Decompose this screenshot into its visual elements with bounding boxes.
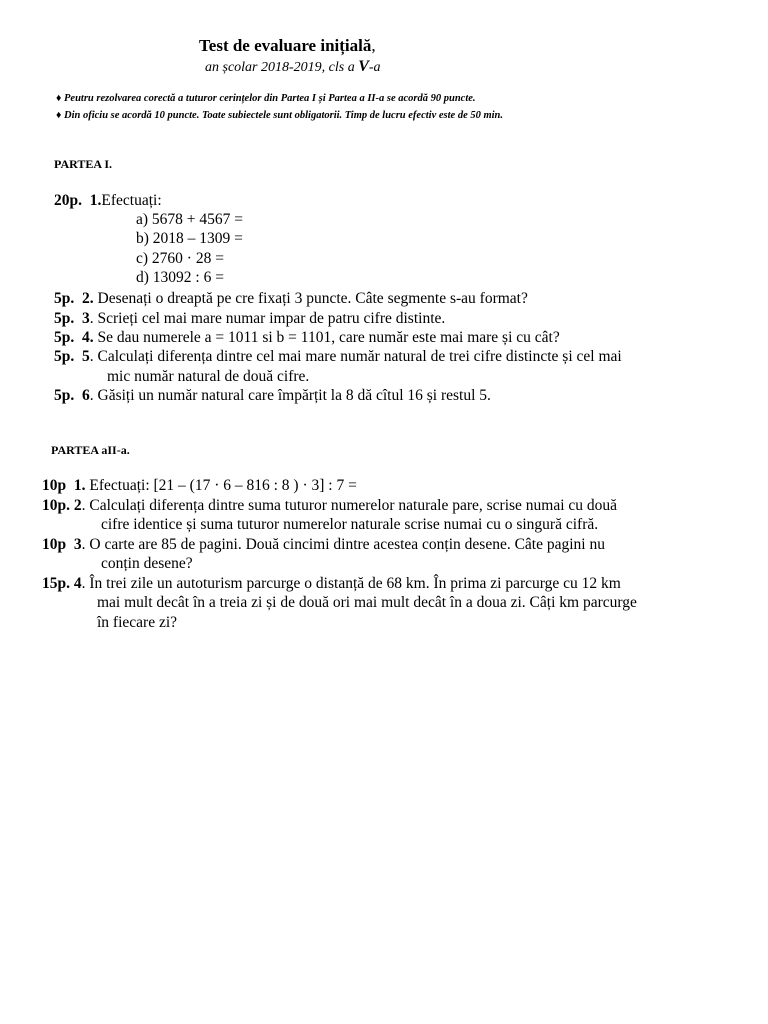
part1-question-6: 5p. 6. Găsiți un număr natural care împărțit la 8 dă cîtul 16 și restul 5. bbox=[54, 387, 491, 404]
exercise-item: d) 13092 : 6 = bbox=[136, 269, 224, 286]
bullet-icon: ♦ bbox=[56, 110, 62, 121]
question-number: 1. bbox=[89, 192, 102, 209]
part1-question-3: 5p. 3. Scrieți cel mai mare numar impar de patru cifre distinte. bbox=[54, 310, 446, 327]
part1-question-4: 5p. 4. Se dau numerele a = 1011 si b = 1101, care număr este mai mare și cu cât? bbox=[54, 329, 560, 346]
exercise-item: c) 2760 · 28 = bbox=[136, 250, 224, 267]
instruction-note-2: ♦ Din oficiu se acordă 10 puncte. Toate subiectele sunt obligatorii. Timp de lucru efectiv este de 50 min. bbox=[56, 110, 504, 121]
bullet-icon: ♦ bbox=[56, 93, 62, 104]
part2-question-1: 10p 1. Efectuați: [21 – (17 · 6 – 816 : 8 ) · 3] : 7 = bbox=[42, 477, 357, 494]
part1-question-5-continued: mic număr natural de două cifre. bbox=[107, 368, 310, 385]
points-label: 20p. bbox=[54, 192, 82, 209]
part2-question-4-continued-2: în fiecare zi? bbox=[97, 614, 178, 631]
part2-question-3: 10p 3. O carte are 85 de pagini. Două cincimi dintre acestea conțin desene. Câte pagini nu bbox=[42, 536, 605, 553]
exercise-item: a) 5678 + 4567 = bbox=[136, 211, 244, 228]
part2-heading: PARTEA aII-a. bbox=[51, 443, 130, 457]
part2-question-2: 10p. 2. Calculați diferența dintre suma tuturor numerelor naturale pare, scrise numai cu două bbox=[42, 497, 618, 514]
part1-heading: PARTEA I. bbox=[54, 157, 113, 171]
part1-question-2: 5p. 2. Desenați o dreaptă pe cre fixați 3 puncte. Câte segmente s-au format? bbox=[54, 290, 528, 307]
part2-question-2-continued: cifre identice și suma tuturor numerelor naturale scrise numai cu o singură cifră. bbox=[101, 516, 599, 533]
part1-question-1: 20p. 1.Efectuați: bbox=[54, 192, 162, 209]
page-subtitle: an școlar 2018-2019, cls a V-a bbox=[205, 58, 381, 75]
part1-question-5: 5p. 5. Calculați diferența dintre cel mai mare număr natural de trei cifre distincte și cel mai bbox=[54, 348, 622, 365]
page-title: Test de evaluare inițială, bbox=[199, 36, 376, 55]
exercise-item: b) 2018 – 1309 = bbox=[136, 230, 243, 247]
part2-question-4-continued: mai mult decât în a treia zi și de două ori mai mult decât în a doua zi. Câți km parcurge bbox=[97, 594, 637, 611]
part2-question-4: 15p. 4. În trei zile un autoturism parcurge o distanță de 68 km. În prima zi parcurge cu 12 km bbox=[42, 575, 621, 592]
part2-question-3-continued: conțin desene? bbox=[101, 555, 193, 572]
instruction-note-1: ♦ Peutru rezolvarea corectă a tuturor cerințelor din Partea I și Partea a II-a se acordă 90 puncte. bbox=[56, 93, 476, 104]
